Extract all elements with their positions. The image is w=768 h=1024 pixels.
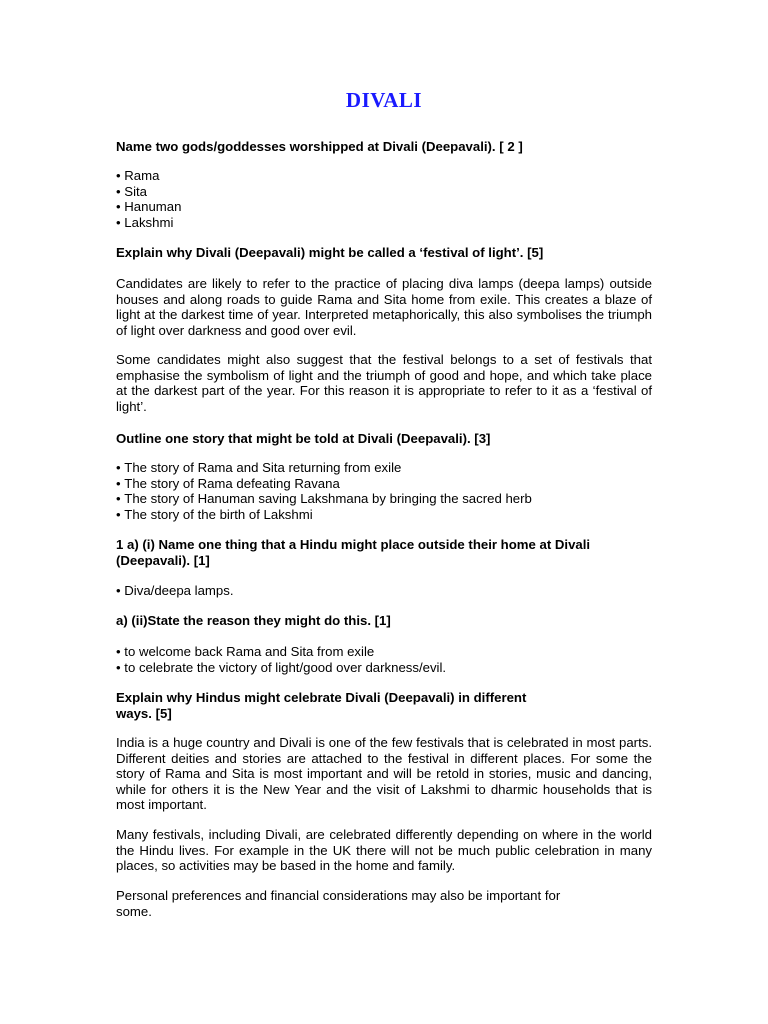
list-item: • Rama [116, 168, 652, 184]
question-line: ways. [5] [116, 705, 172, 721]
answer-list-stories [116, 460, 652, 522]
question-story: Outline one story that might be told at Divali (Deepavali). [3] [116, 431, 491, 446]
list-item: • Diva/deepa lamps. [116, 583, 652, 599]
answer-paragraph: Some candidates might also suggest that the festival belongs to a set of festivals that emphasise the symbolism of light and the triumph of good and hope, and which take place at the darkest part of the year. For this reason it is appropriate to refer to it as a ‘festival of light’. [116, 352, 652, 414]
answer-paragraph: Candidates are likely to refer to the practice of placing diva lamps (deepa lamps) outside houses and along roads to guide Rama and Sita home from exile. This creates a blaze of light at the darkest time of year. Interpreted metaphorically, this also symbolises the triumph of light over darkness and good over evil. [116, 276, 652, 338]
question-different-ways [116, 690, 652, 721]
answer-list-gods [116, 168, 652, 230]
list-item: • Sita [116, 184, 652, 200]
answer-paragraph: Many festivals, including Divali, are celebrated differently depending on where in the world the Hindu lives. For example in the UK there will not be much public celebration in many places, so activities may be based in the home and family. [116, 827, 652, 873]
answer-list-reasons [116, 644, 652, 675]
question-line: (Deepavali). [1] [116, 552, 210, 568]
answer-paragraph: India is a huge country and Divali is one of the few festivals that is celebrated in most parts. Different deities and stories are attached to the festival in different places. For some the story of Rama and Sita is most important and will be retold in stories, music and dancing, while for others it is the New Year and the visit of Lakshmi to dharmic households that is most important. [116, 735, 652, 812]
question-line: Explain why Hindus might celebrate Divali (Deepavali) in different [116, 690, 527, 705]
page-title: DIVALI [345, 88, 423, 112]
paragraph-line: Personal preferences and financial considerations may also be important for [116, 888, 561, 903]
question-gods-goddesses: Name two gods/goddesses worshipped at Divali (Deepavali). [ 2 ] [116, 139, 523, 154]
list-item: • The story of Rama and Sita returning from exile [116, 460, 652, 476]
paragraph-line: some. [116, 903, 152, 919]
answer-list-items [116, 583, 652, 599]
list-item: • to celebrate the victory of light/good over darkness/evil. [116, 660, 652, 676]
list-item: • The story of Rama defeating Ravana [116, 476, 652, 492]
list-item: • Lakshmi [116, 215, 652, 231]
list-item: • The story of Hanuman saving Lakshmana by bringing the sacred herb [116, 491, 652, 507]
question-outside-home [116, 537, 652, 568]
answer-paragraph [116, 888, 652, 919]
list-item: • Hanuman [116, 199, 652, 215]
question-festival-of-light: Explain why Divali (Deepavali) might be called a ‘festival of light’. [5] [116, 245, 544, 260]
question-reason: a) (ii)State the reason they might do this. [1] [116, 613, 391, 628]
list-item: • to welcome back Rama and Sita from exile [116, 644, 652, 660]
question-line: 1 a) (i) Name one thing that a Hindu might place outside their home at Divali [116, 537, 591, 552]
list-item: • The story of the birth of Lakshmi [116, 507, 652, 523]
